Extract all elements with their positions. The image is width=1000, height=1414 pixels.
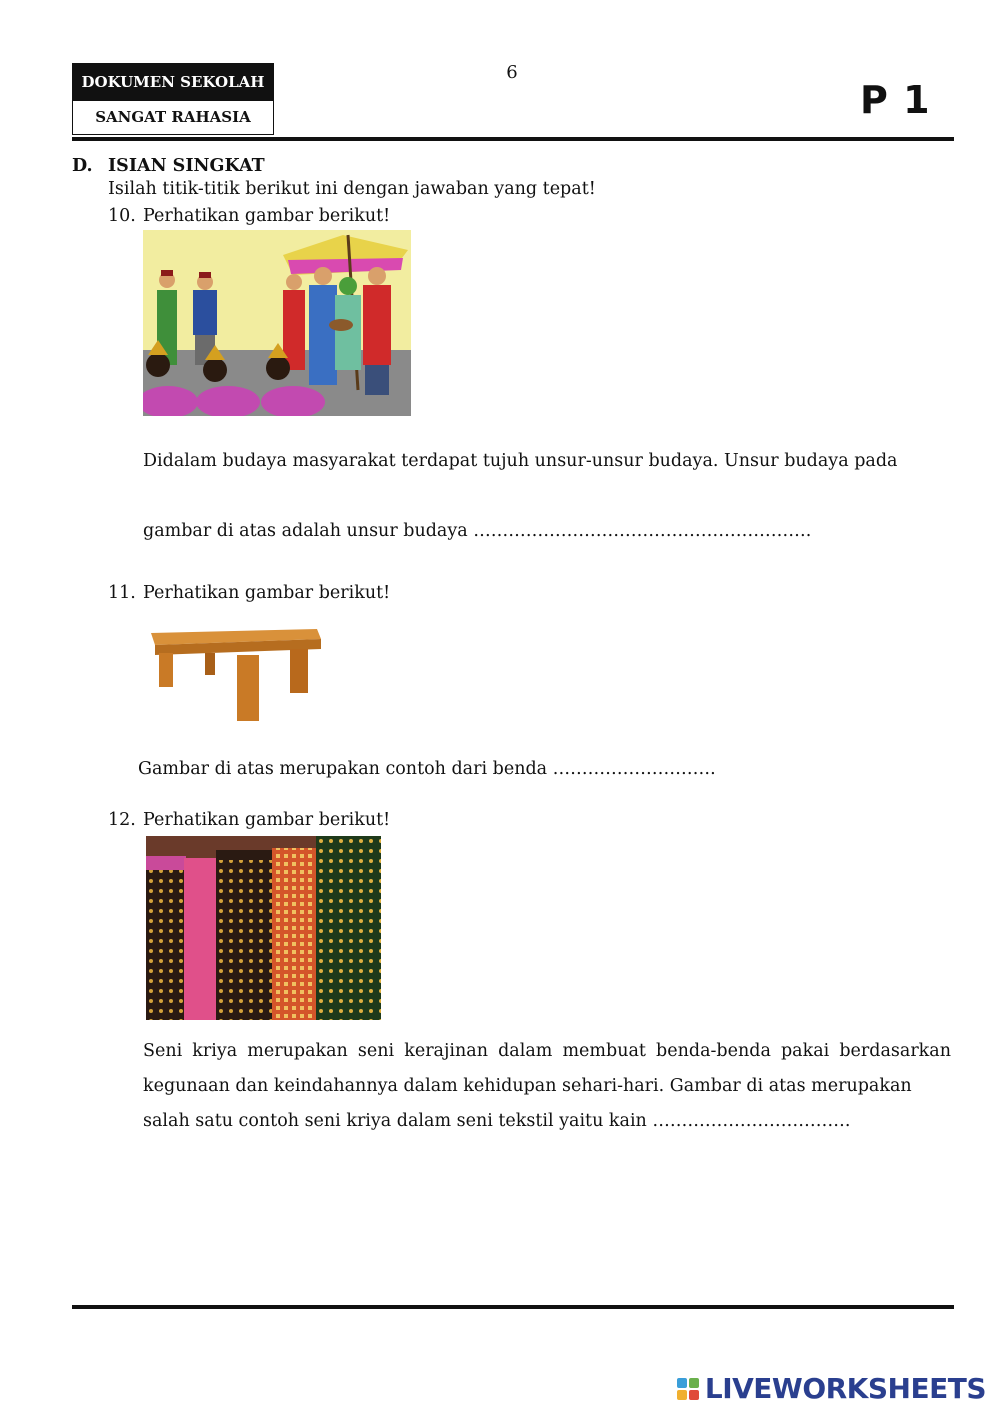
doc-label-top: DOKUMEN SEKOLAH — [73, 64, 273, 100]
page-number: 6 — [506, 62, 518, 83]
wooden-table-photo — [145, 625, 325, 725]
question-text-line: Seni kriya merupakan seni kerajinan dalam membuat benda-benda pakai berdasarkan — [143, 1041, 951, 1061]
doc-label-bottom: SANGAT RAHASIA — [73, 100, 273, 134]
paket-label: P 1 — [860, 78, 931, 122]
section-instruction: Isilah titik-titik berikut ini dengan jawaban yang tepat! — [108, 179, 596, 199]
liveworksheets-brand — [677, 1372, 986, 1405]
question-prompt: Perhatikan gambar berikut! — [143, 206, 391, 226]
footer-rule — [72, 1305, 954, 1309]
question-prompt: Perhatikan gambar berikut! — [143, 583, 391, 603]
question-number: 11. — [108, 583, 136, 603]
question-text-line: salah satu contoh seni kriya dalam seni tekstil yaitu kain ……………………………. — [143, 1111, 851, 1131]
ceremony-illustration — [143, 230, 411, 416]
question-text-line: kegunaan dan keindahannya dalam kehidupan sehari-hari. Gambar di atas merupakan — [143, 1076, 912, 1096]
liveworksheets-logo-icon — [677, 1378, 699, 1400]
question-text-line: gambar di atas adalah unsur budaya …………………………………………………. — [143, 521, 812, 541]
section-letter: D. — [72, 156, 93, 176]
question-number: 12. — [108, 810, 136, 830]
question-prompt: Perhatikan gambar berikut! — [143, 810, 391, 830]
question-number: 10. — [108, 206, 136, 226]
brand-text: LIVEWORKSHEETS — [704, 1372, 986, 1405]
header-rule — [72, 137, 954, 141]
document-classification-box — [72, 63, 274, 135]
section-title: ISIAN SINGKAT — [108, 156, 265, 176]
woven-fabric-photo — [146, 836, 381, 1020]
question-text-line: Didalam budaya masyarakat terdapat tujuh unsur-unsur budaya. Unsur budaya pada — [143, 451, 898, 471]
question-text-line: Gambar di atas merupakan contoh dari benda ………………………. — [138, 759, 716, 779]
